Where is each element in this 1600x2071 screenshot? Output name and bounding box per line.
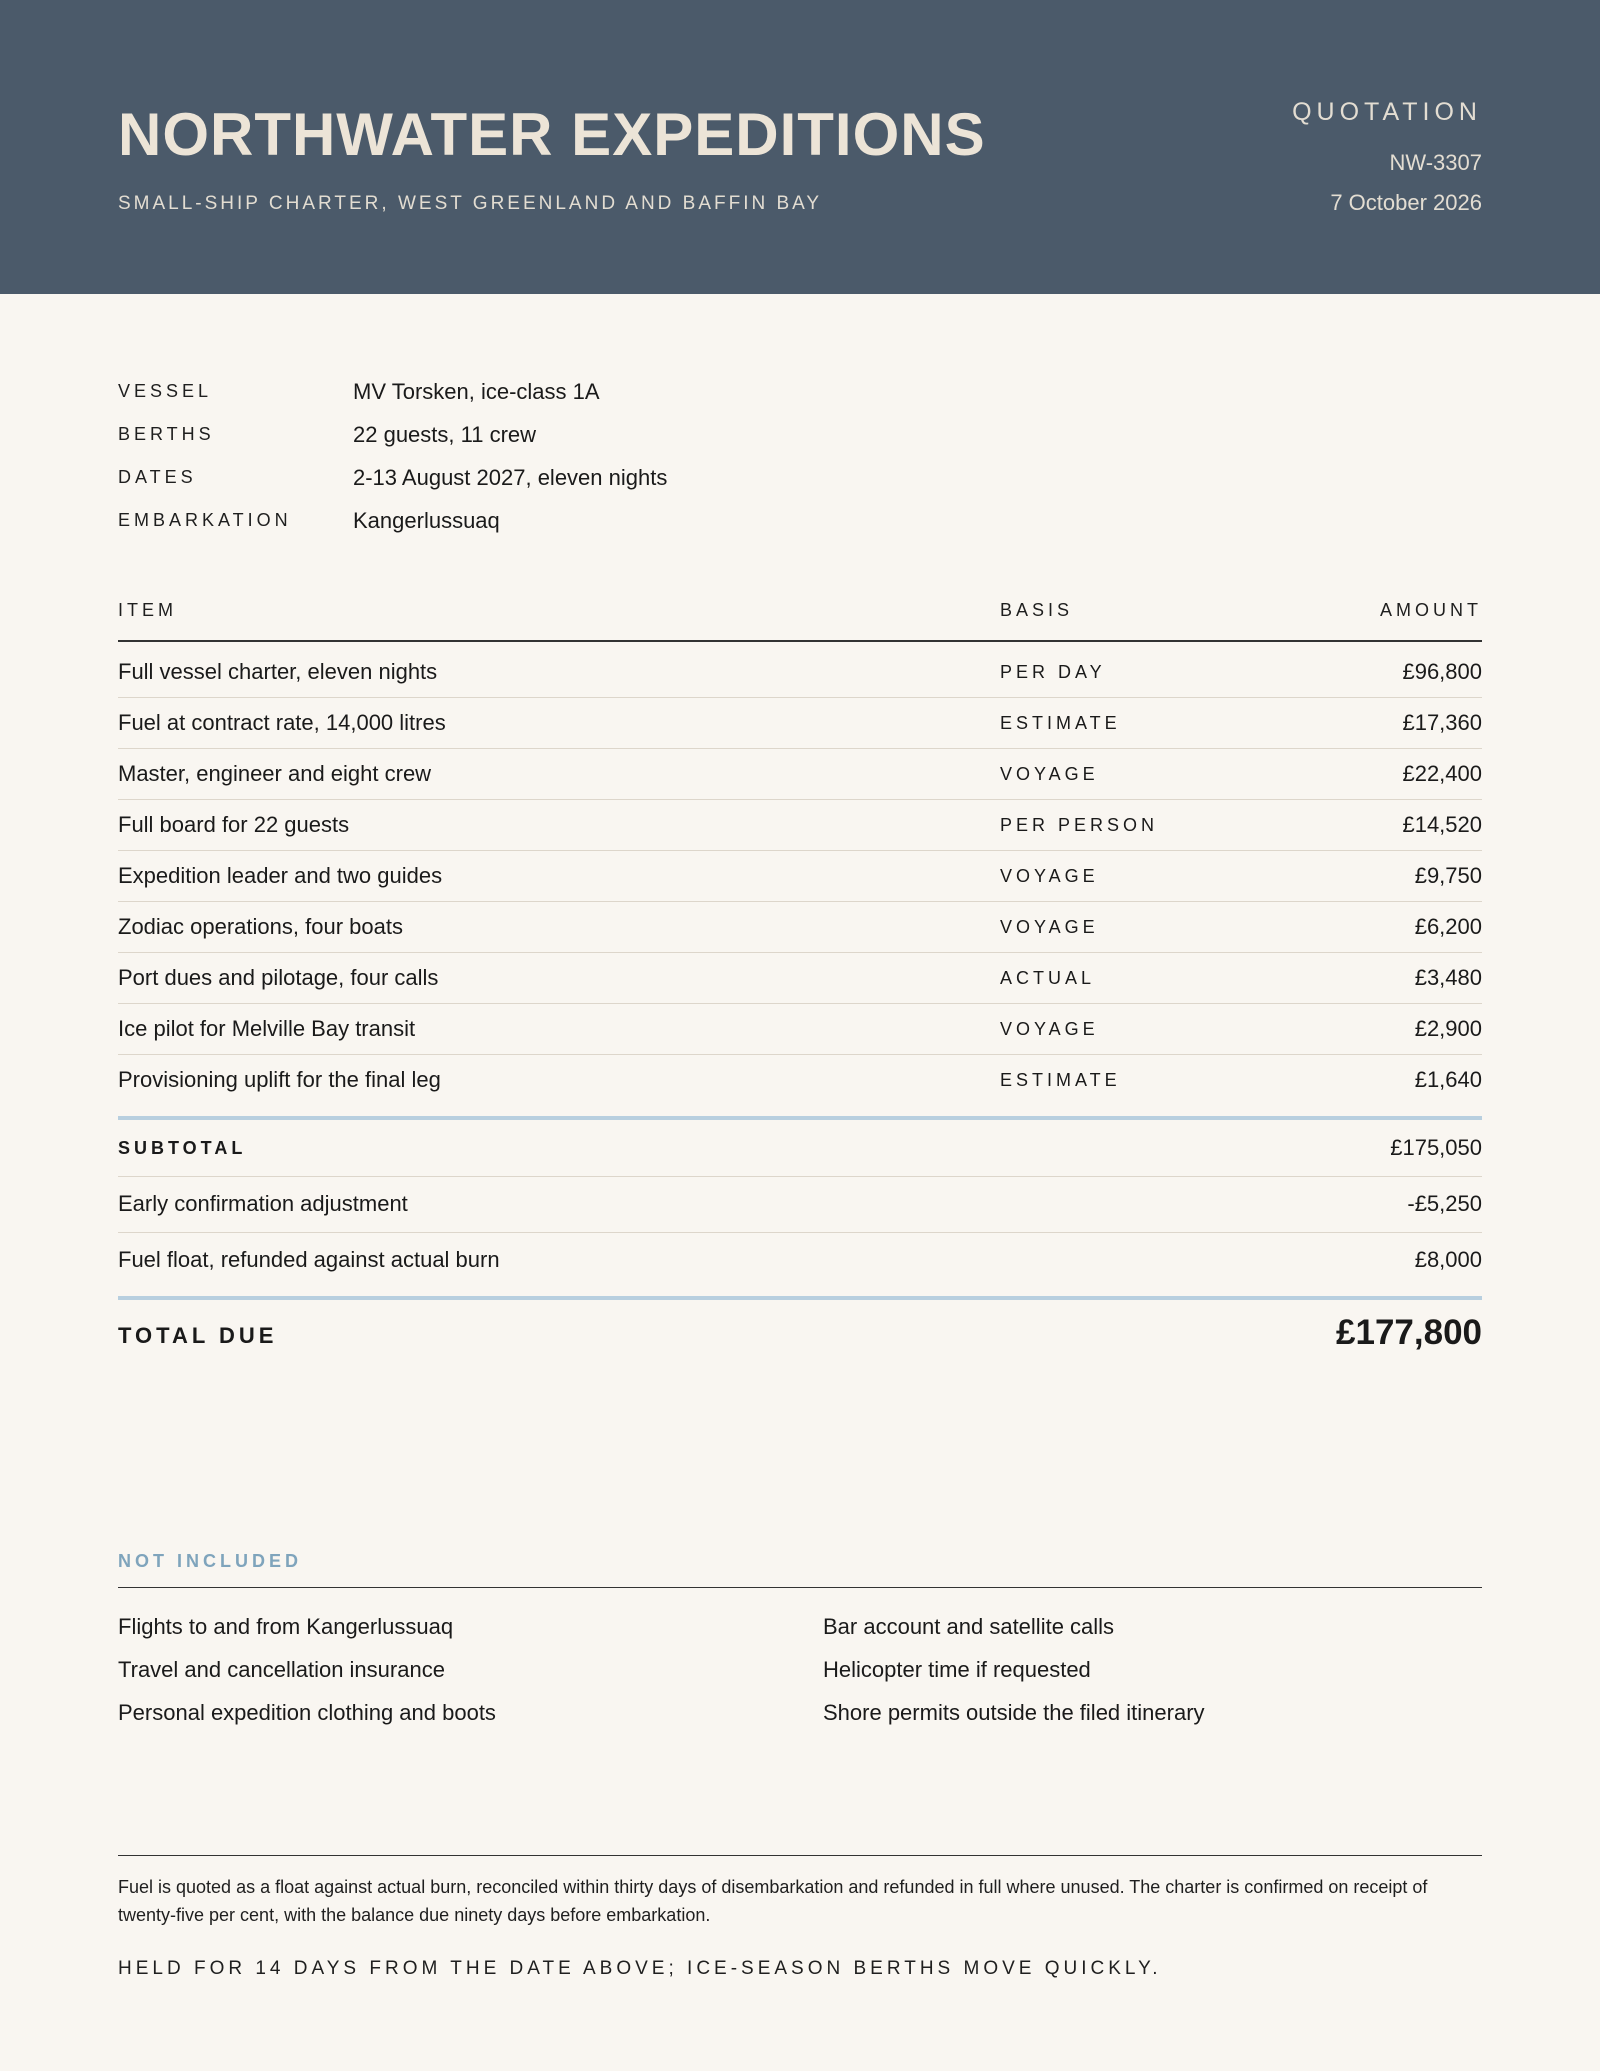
item-amount: £1,640 — [1414, 1067, 1482, 1092]
item-description: Full board for 22 guests — [118, 812, 350, 837]
list-item: Shore permits outside the filed itinerary — [823, 1700, 1205, 1725]
item-basis: PER DAY — [1000, 662, 1106, 682]
company-tagline: SMALL-SHIP CHARTER, WEST GREENLAND AND BAFFIN BAY — [118, 193, 823, 214]
document-type: QUOTATION — [1292, 98, 1482, 126]
column-header-item: ITEM — [118, 600, 177, 620]
item-basis: ESTIMATE — [1000, 713, 1121, 733]
footer-divider — [118, 1855, 1482, 1856]
item-amount: £9,750 — [1414, 863, 1482, 888]
list-item: Bar account and satellite calls — [823, 1614, 1115, 1639]
item-description: Master, engineer and eight crew — [118, 761, 432, 786]
quote-reference: NW-3307 — [1389, 150, 1482, 175]
table-row — [118, 800, 1482, 851]
header-band — [0, 0, 1600, 294]
item-basis: VOYAGE — [1000, 866, 1099, 886]
detail-value: 22 guests, 11 crew — [353, 421, 537, 447]
table-row — [118, 1004, 1482, 1055]
item-basis: VOYAGE — [1000, 917, 1099, 937]
item-basis: VOYAGE — [1000, 1019, 1099, 1039]
items-table-body — [118, 647, 1482, 1105]
item-description: Port dues and pilotage, four calls — [118, 965, 439, 990]
fuel-float-label: Fuel float, refunded against actual burn — [118, 1247, 500, 1272]
list-item: Travel and cancellation insurance — [118, 1657, 445, 1682]
list-item: Flights to and from Kangerlussuaq — [118, 1614, 454, 1639]
detail-value: 2-13 August 2027, eleven nights — [353, 464, 668, 490]
item-description: Expedition leader and two guides — [118, 863, 443, 888]
item-basis: ACTUAL — [1000, 968, 1096, 988]
table-row — [118, 647, 1482, 698]
detail-value: Kangerlussuaq — [353, 507, 500, 533]
detail-label: DATES — [118, 467, 197, 487]
item-basis: PER PERSON — [1000, 815, 1159, 835]
fuel-float-row — [118, 1233, 1482, 1288]
detail-label: BERTHS — [118, 424, 215, 444]
item-amount: £14,520 — [1402, 812, 1482, 837]
detail-label: EMBARKATION — [118, 510, 292, 530]
table-row — [118, 749, 1482, 800]
charter-details — [118, 370, 667, 542]
not-included-right-column — [823, 1605, 1205, 1734]
subtotal-amount: £175,050 — [1390, 1135, 1482, 1160]
item-amount: £96,800 — [1402, 659, 1482, 684]
adjustment-row — [118, 1177, 1482, 1233]
item-description: Ice pilot for Melville Bay transit — [118, 1016, 416, 1041]
total-due-amount: £177,800 — [1336, 1313, 1482, 1352]
items-table-header — [118, 596, 1482, 642]
item-amount: £2,900 — [1414, 1016, 1482, 1041]
table-row — [118, 902, 1482, 953]
company-name: NORTHWATER EXPEDITIONS — [118, 101, 986, 168]
fuel-float-amount: £8,000 — [1414, 1247, 1482, 1272]
item-description: Full vessel charter, eleven nights — [118, 659, 438, 684]
subtotal-divider — [118, 1116, 1482, 1120]
item-description: Provisioning uplift for the final leg — [118, 1067, 441, 1092]
list-item: Helicopter time if requested — [823, 1657, 1091, 1682]
not-included-left-column — [118, 1605, 496, 1734]
detail-row-dates — [118, 456, 667, 499]
subtotal-label: SUBTOTAL — [118, 1138, 247, 1158]
item-amount: £17,360 — [1402, 710, 1482, 735]
hold-notice: HELD FOR 14 DAYS FROM THE DATE ABOVE; ICE-SEASON BERTHS MOVE QUICKLY. — [118, 1958, 1162, 1979]
item-description: Fuel at contract rate, 14,000 litres — [118, 710, 446, 735]
list-item: Personal expedition clothing and boots — [118, 1700, 496, 1725]
not-included-title: NOT INCLUDED — [118, 1551, 302, 1571]
table-row — [118, 698, 1482, 749]
detail-row-vessel — [118, 370, 667, 413]
table-row — [118, 953, 1482, 1004]
detail-label: VESSEL — [118, 381, 213, 401]
detail-value: MV Torsken, ice-class 1A — [353, 378, 600, 404]
quote-date: 7 October 2026 — [1330, 190, 1482, 215]
total-divider — [118, 1296, 1482, 1300]
item-basis: ESTIMATE — [1000, 1070, 1121, 1090]
table-row — [118, 1055, 1482, 1105]
table-row — [118, 851, 1482, 902]
total-due-label: TOTAL DUE — [118, 1323, 278, 1348]
subtotal-row — [118, 1121, 1482, 1177]
item-basis: VOYAGE — [1000, 764, 1099, 784]
detail-row-berths — [118, 413, 667, 456]
adjustment-amount: -£5,250 — [1407, 1191, 1482, 1216]
item-description: Zodiac operations, four boats — [118, 914, 403, 939]
adjustment-label: Early confirmation adjustment — [118, 1191, 408, 1216]
not-included-divider — [118, 1587, 1482, 1588]
column-header-basis: BASIS — [1000, 600, 1074, 620]
item-amount: £6,200 — [1414, 914, 1482, 939]
footer-note: Fuel is quoted as a float against actual burn, reconciled within thirty days of disembarkation and refunded in full where unused. The charter is confirmed on receipt of twenty-five per cent, with the balance due ninety days before embarkation. — [118, 1877, 1428, 1925]
item-amount: £3,480 — [1414, 965, 1482, 990]
column-header-amount: AMOUNT — [1380, 600, 1482, 620]
item-amount: £22,400 — [1402, 761, 1482, 786]
detail-row-embarkation — [118, 499, 667, 542]
